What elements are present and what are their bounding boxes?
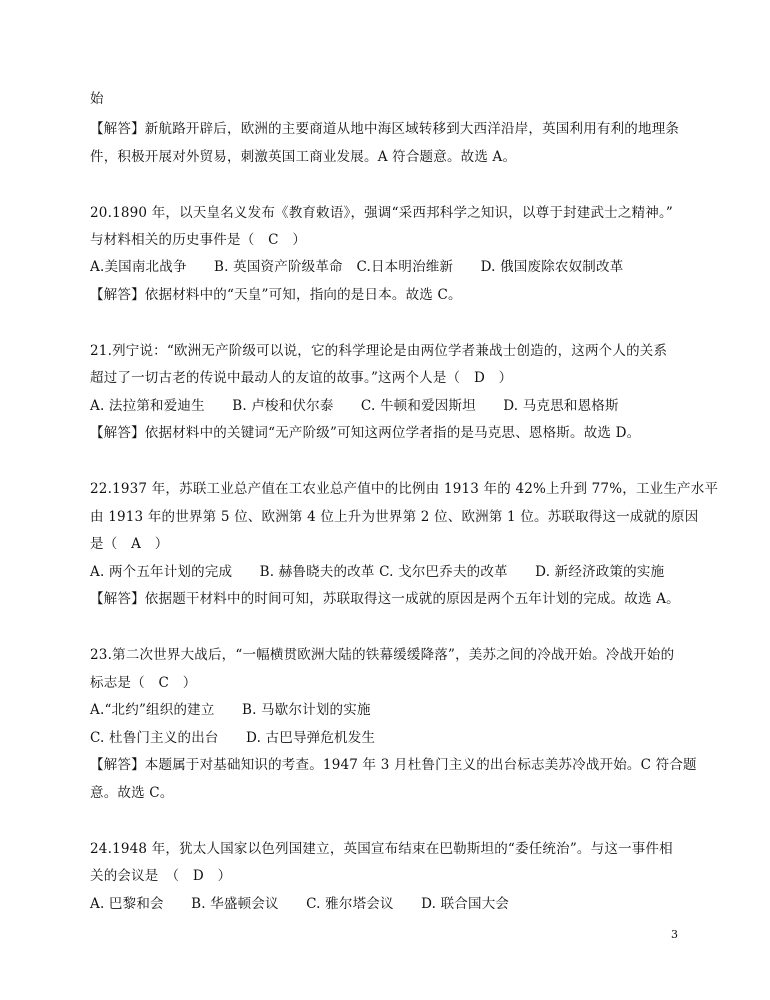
question-20-stem: 20.1890 年，以天皇名义发布《教育敕语》，强调“采西邦科学之知识，以尊于封建武士之精神。” xyxy=(90,205,674,221)
page-number: 3 xyxy=(671,928,678,941)
question-23-stem: 23.第二次世界大战后，“一幅横贯欧洲大陆的铁幕缓缓降落”，美苏之间的冷战开始。冷战开始的 xyxy=(90,647,675,663)
question-24-stem: 24.1948 年，犹太人国家以色列国建立，英国宣布结束在巴勒斯坦的“委任统治”。与这一事件相 xyxy=(90,841,673,857)
question-23-options: C. 杜鲁门主义的出台 D. 古巴导弹危机发生 xyxy=(90,730,376,746)
question-22-answer: 【解答】依据题干材料中的时间可知，苏联取得这一成就的原因是两个五年计划的完成。故选 A。 xyxy=(90,591,680,607)
question-21-stem: 21.列宁说：“欧洲无产阶级可以说，它的科学理论是由两位学者兼战士创造的，这两个人的关系 xyxy=(90,343,668,359)
question-21-stem: 超过了一切古老的传说中最动人的友谊的故事。”这两个人是（ D ） xyxy=(90,370,513,386)
question-22-stem: 22.1937 年，苏联工业总产值在工农业总产值中的比例由 1913 年的 42%上升到 77%，工业生产水平 xyxy=(90,481,719,497)
question-23-options: A.“北约”组织的建立 B. 马歇尔计划的实施 xyxy=(90,702,371,718)
question-20-answer: 【解答】依据材料中的“天皇”可知，指向的是日本。故选 C。 xyxy=(90,287,462,303)
question-24-options: A. 巴黎和会 B. 华盛顿会议 C. 雅尔塔会议 D. 联合国大会 xyxy=(90,896,510,912)
text-line: 始 xyxy=(90,91,104,107)
answer-line: 【解答】新航路开辟后，欧洲的主要商道从地中海区域转移到大西洋沿岸，英国利用有利的地理条 xyxy=(90,121,680,137)
question-24-stem: 关的会议是 （ D ） xyxy=(90,868,232,884)
question-23-answer: 【解答】本题属于对基础知识的考查。1947 年 3 月杜鲁门主义的出台标志美苏冷战开始。C 符合题 xyxy=(90,757,697,773)
question-20-options: A.美国南北战争 B. 英国资产阶级革命 C.日本明治维新 D. 俄国废除农奴制改革 xyxy=(90,259,624,275)
question-22-stem: 由 1913 年的世界第 5 位、欧洲第 4 位上升为世界第 2 位、欧洲第 1 位。苏联取得这一成就的原因 xyxy=(90,509,699,525)
question-23-answer: 意。故选 C。 xyxy=(90,785,174,801)
question-23-stem: 标志是（ C ） xyxy=(90,675,197,691)
question-20-stem: 与材料相关的历史事件是（ C ） xyxy=(90,232,307,248)
question-21-answer: 【解答】依据材料中的关键词“无产阶级”可知这两位学者指的是马克思、恩格斯。故选 D。 xyxy=(90,425,641,441)
answer-line: 件，积极开展对外贸易，刺激英国工商业发展。A 符合题意。故选 A。 xyxy=(90,149,517,165)
question-22-stem: 是（ A ） xyxy=(90,536,169,552)
question-22-options: A. 两个五年计划的完成 B. 赫鲁晓夫的改革 C. 戈尔巴乔夫的改革 D. 新经济政策的实施 xyxy=(90,564,665,580)
question-21-options: A. 法拉第和爱迪生 B. 卢梭和伏尔泰 C. 牛顿和爱因斯坦 D. 马克思和恩格斯 xyxy=(90,398,619,414)
